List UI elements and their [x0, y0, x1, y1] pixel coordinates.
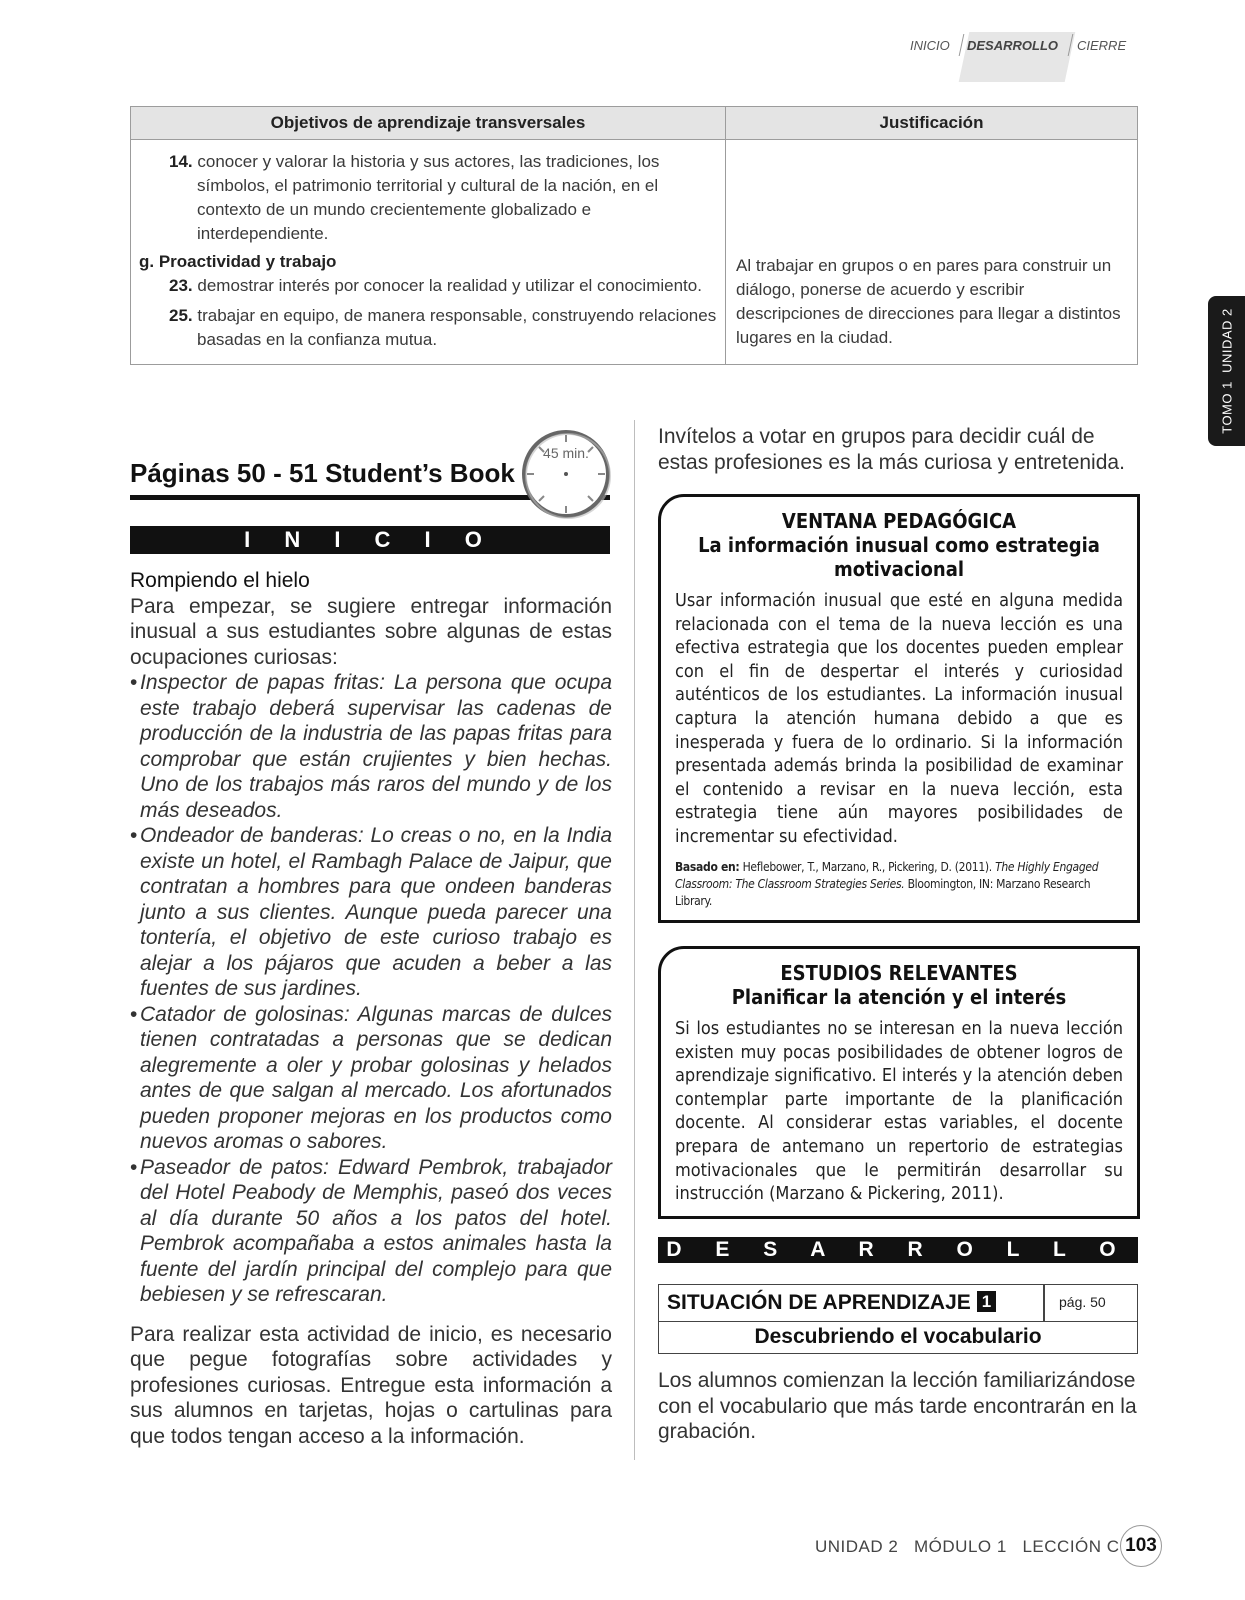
bullet-item: • Paseador de patos: Edward Pembrok, trabajador del Hotel Peabody de Memphis, paseó dos veces al día durante 50 años a los patos del hotel. Pembrok acompañaba a estos animales hasta la fuente del jardín principal del complejo para que bebiesen y se refrescaran. — [130, 1155, 612, 1308]
situacion-subtitle: Descubriendo el vocabulario — [754, 1325, 1042, 1348]
bullet-item: • Inspector de papas fritas: La persona que ocupa este trabajo deberá supervisar las cadenas de producción de la industria de las papas fritas para comprobar que están crujientes y bien hechas. Uno de los trabajos más raros del mundo y de los más deseados. — [130, 670, 612, 823]
section-title: Páginas 50 - 51 Student’s Book — [130, 458, 515, 488]
inicio-bar: I N I C I O — [130, 526, 610, 554]
left-column — [130, 568, 612, 1449]
ventana-subtitle: La información inusual como estrategia motivacional — [698, 533, 1100, 581]
nav-item-cierre: CIERRE — [1077, 38, 1127, 53]
situacion-number: 1 — [977, 1291, 996, 1312]
objective-item-14: 14. conocer y valorar la historia y sus actores, las tradiciones, los símbolos, el patrimonio territorial y cultural de la nación, en el contexto de un mundo crecientemente globalizado e interdependiente. — [169, 152, 660, 243]
estudios-title: ESTUDIOS RELEVANTES — [780, 961, 1018, 985]
section-nav — [910, 32, 1140, 58]
table-header-objectives: Objetivos de aprendizaje transversales — [131, 107, 726, 140]
ventana-source: Basado en: Heflebower, T., Marzano, R., Pickering, D. (2011). The Highly Engaged Classroom: The Classroom Strategies Series. Bloomington, IN: Marzano Research Library. — [675, 859, 1099, 908]
ventana-pedagogica-box — [658, 494, 1140, 923]
objectives-cell — [131, 140, 726, 365]
clock-icon — [520, 428, 612, 520]
left-intro: Para empezar, se sugiere entregar información inusual a sus estudiantes sobre algunas de estas ocupaciones curiosas: — [130, 594, 612, 669]
left-subtitle: Rompiendo el hielo — [130, 569, 310, 592]
justification-cell: Al trabajar en grupos o en pares para construir un diálogo, ponerse de acuerdo y escribir descripciones de direcciones para llegar a distintos lugares en la ciudad. — [726, 140, 1138, 365]
nav-item-inicio: INICIO — [910, 38, 950, 53]
desarrollo-bar: D E S A R R O L L O — [658, 1237, 1138, 1263]
estudios-relevantes-box — [658, 946, 1140, 1219]
ventana-body: Usar información inusual que esté en alguna medida relacionada con el tema de la nueva lección es una efectiva estrategia que los docentes pueden emplear con el fin de despertar el interés y curiosidad auténticos de los estudiantes. La información inusual captura la atención humana debido a que es inesperada y fuera de lo ordinario. Si la información presentada además brinda la posibilidad de examinar el contenido a revisar en la nueva lección, esta estrategia tiene aún mayores posibilidades de incrementar su efectividad. — [675, 590, 1123, 847]
situacion-box — [658, 1284, 1138, 1354]
left-closing: Para realizar esta actividad de inicio, es necesario que pegue fotografías sobre actividades y profesiones curiosas. Entregue esta información a sus alumnos en tarjetas, hojas o cartulinas para que todos tengan acceso a la información. — [130, 1322, 612, 1448]
situacion-title: SITUACIÓN DE APRENDIZAJE 1 — [667, 1291, 996, 1315]
right-closing: Los alumnos comienzan la lección familiarizándose con el vocabulario que más tarde encontrarán en la grabación. — [658, 1369, 1137, 1443]
clock-time: 45 min. — [543, 445, 589, 461]
situacion-divider — [1043, 1285, 1045, 1321]
objective-item-23: 23. demostrar interés por conocer la realidad y utilizar el conocimiento. — [169, 276, 702, 295]
page-number: 103 — [1120, 1525, 1162, 1567]
table-header-justification: Justificación — [726, 107, 1138, 140]
situacion-header — [659, 1285, 1137, 1322]
estudios-subtitle: Planificar la atención y el interés — [731, 985, 1067, 1009]
objective-item-25: 25. trabajar en equipo, de manera responsable, construyendo relaciones basadas en la confianza mutua. — [169, 306, 717, 349]
nav-divider — [959, 34, 965, 56]
objectives-table — [130, 106, 1138, 365]
situacion-page: pág. 50 — [1059, 1294, 1106, 1310]
column-divider — [634, 420, 635, 1460]
right-intro: Invítelos a votar en grupos para decidir cuál de estas profesiones es la más curiosa y entretenida. — [658, 425, 1125, 474]
footer-breadcrumb: UNIDAD 2 MÓDULO 1 LECCIÓN C — [815, 1537, 1120, 1556]
nav-item-desarrollo: DESARROLLO — [967, 38, 1058, 53]
bullet-item: • Ondeador de banderas: Lo creas o no, en la India existe un hotel, el Rambagh Palace de Jaipur, que contratan a hombres para que ondeen banderas junto a sus clientes. Aunque pueda parecer una tontería, el objetivo de este curioso trabajo es alejar a los pájaros que acuden a beber a las fuentes de sus jardines. — [130, 823, 612, 1002]
side-tab — [1208, 296, 1245, 446]
side-tab-label: TOMO 1 UNIDAD 2 — [1219, 308, 1234, 434]
objective-group-g: g. Proactividad y trabajo — [139, 252, 337, 271]
bullet-item: • Catador de golosinas: Algunas marcas de dulces tienen contratadas a personas que se dedican alegremente a oler y probar golosinas y helados antes de que salgan al mercado. Los afortunados pueden proponer mejoras en los productos como nuevos aromas o sabores. — [130, 1002, 612, 1155]
ventana-title: VENTANA PEDAGÓGICA — [781, 509, 1017, 533]
estudios-body: Si los estudiantes no se interesan en la nueva lección existen muy pocas posibilidades de obtener logros de aprendizaje significativo. El interés y la atención deben contemplar parte importante de la planificación docente. Al considerar estas variables, el docente prepara de antemano un repertorio de estrategias motivacionales que le permitirán desarrollar su instrucción (Marzano & Pickering, 2011). — [675, 1018, 1123, 1205]
